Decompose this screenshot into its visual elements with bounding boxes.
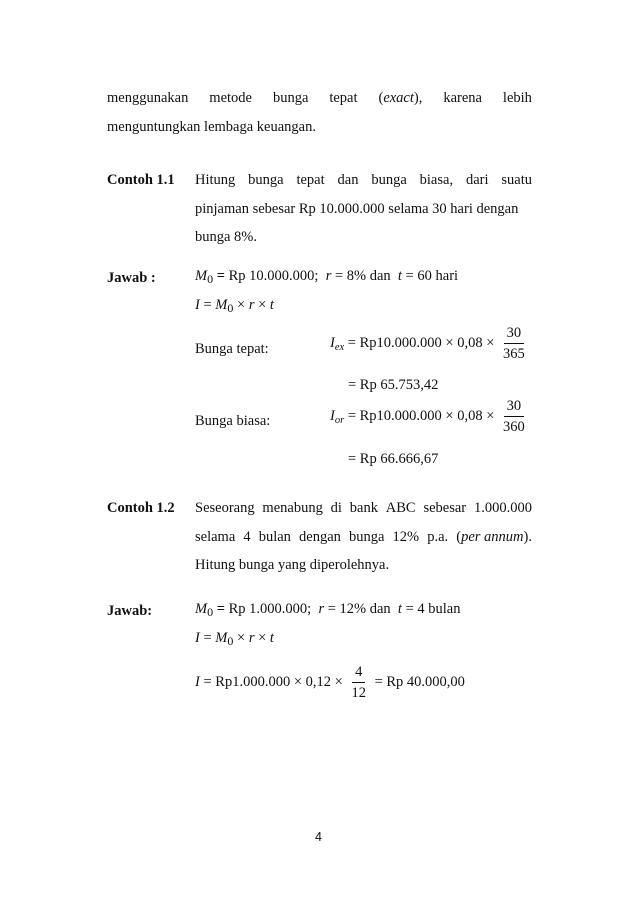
jawab-2-label: Jawab: — [107, 603, 153, 619]
word: biasa, — [419, 172, 454, 188]
word: dengan — [299, 529, 341, 545]
word: lebih — [502, 90, 532, 106]
word: selama — [195, 529, 236, 545]
word: dari — [465, 172, 489, 188]
word-exact: (exact), — [378, 90, 423, 106]
word: tepat — [329, 90, 358, 106]
intro-line-1 — [107, 90, 532, 107]
contoh-1-1-label: Contoh 1.1 — [107, 172, 175, 188]
calc-expr: = Rp1.000.000 × 0,12 × — [203, 673, 343, 690]
fraction — [500, 326, 528, 361]
numerator: 4 — [352, 665, 365, 683]
denominator: 365 — [503, 345, 525, 362]
contoh-1-2-line-1 — [195, 500, 532, 517]
word: metode — [209, 90, 252, 106]
numerator: 30 — [504, 399, 525, 417]
word: bunga — [248, 172, 284, 188]
contoh-1-1-line-1 — [195, 172, 532, 189]
numerator: 30 — [504, 326, 525, 344]
word: Seseorang — [195, 500, 255, 516]
fraction — [500, 399, 528, 434]
fraction — [348, 665, 369, 700]
contoh-1-2-label: Contoh 1.2 — [107, 500, 175, 516]
jawab-1-formula: $I = M_0 \times r \times t$ — [195, 297, 274, 315]
contoh-1-2-line-2 — [195, 529, 532, 546]
bunga-tepat-result: = Rp 65.753,42 — [348, 377, 439, 393]
word: bunga — [371, 172, 407, 188]
word: di — [330, 500, 342, 516]
bunga-biasa-label: Bunga biasa: — [195, 413, 271, 429]
word: sebesar — [423, 500, 467, 516]
word: 1.000.000 — [473, 500, 532, 516]
word: menggunakan — [107, 90, 189, 106]
jawab-2-given: $M_0 = Rp$ 1.000.000; r = 12% dan t = 4 bulan — [195, 601, 461, 619]
word: 4 — [243, 529, 251, 545]
intro-line-2: menguntungkan lembaga keuangan. — [107, 119, 316, 135]
word: ABC — [385, 500, 416, 516]
biasa-expr: = Rp10.000.000 × 0,08 × — [347, 407, 495, 424]
calc-result: = Rp 40.000,00 — [374, 673, 465, 690]
bunga-tepat-label: Bunga tepat: — [195, 341, 269, 357]
bunga-tepat-expression: $I_{ex} = Rp10.000.000 \times 0,08$ × $\frac{30}{365}$ — [330, 326, 530, 361]
word: tepat — [296, 172, 325, 188]
contoh-1-1-line-2: pinjaman sebesar Rp 10.000.000 selama 30 hari dengan — [195, 201, 519, 217]
bunga-biasa-expression: $I_{or} = Rp10.000.000 \times 0,08$ × $\frac{30}{360}$ — [330, 399, 530, 434]
contoh-1-2-line-3: Hitung bunga yang diperolehnya. — [195, 557, 390, 573]
bunga-biasa-result: = Rp 66.666,67 — [348, 451, 439, 467]
jawab-1-label: Jawab : — [107, 270, 156, 286]
denominator: 360 — [503, 418, 525, 435]
contoh-1-1-line-3: bunga 8%. — [195, 229, 258, 245]
word: menabung — [262, 500, 323, 516]
jawab-1-given: $M_0 = Rp$ 10.000.000; r = 8% dan t = 60 hari — [195, 268, 459, 286]
jawab-2-calculation: I = Rp1.000.000 × 0,12 × $\frac{4}{12}$ = Rp 40.000,00 — [195, 664, 465, 701]
page-number: 4 — [315, 830, 322, 844]
word: p.a. — [427, 529, 449, 545]
word: bunga — [348, 529, 385, 545]
word: suatu — [501, 172, 532, 188]
tepat-expr: = Rp10.000.000 × 0,08 × — [347, 334, 495, 351]
word: bulan — [258, 529, 291, 545]
word-per-annum: (per annum). — [456, 529, 532, 545]
jawab-2-formula: $I = M_0 \times r \times t$ — [195, 630, 274, 648]
word: bunga — [272, 90, 309, 106]
word: karena — [443, 90, 482, 106]
word: 12% — [392, 529, 420, 545]
given-text: = Rp 10.000.000; r = 8% dan t = 60 hari — [216, 268, 459, 284]
word: bank — [349, 500, 378, 516]
word: Hitung — [195, 172, 236, 188]
denominator: 12 — [351, 684, 366, 701]
word: dan — [337, 172, 359, 188]
